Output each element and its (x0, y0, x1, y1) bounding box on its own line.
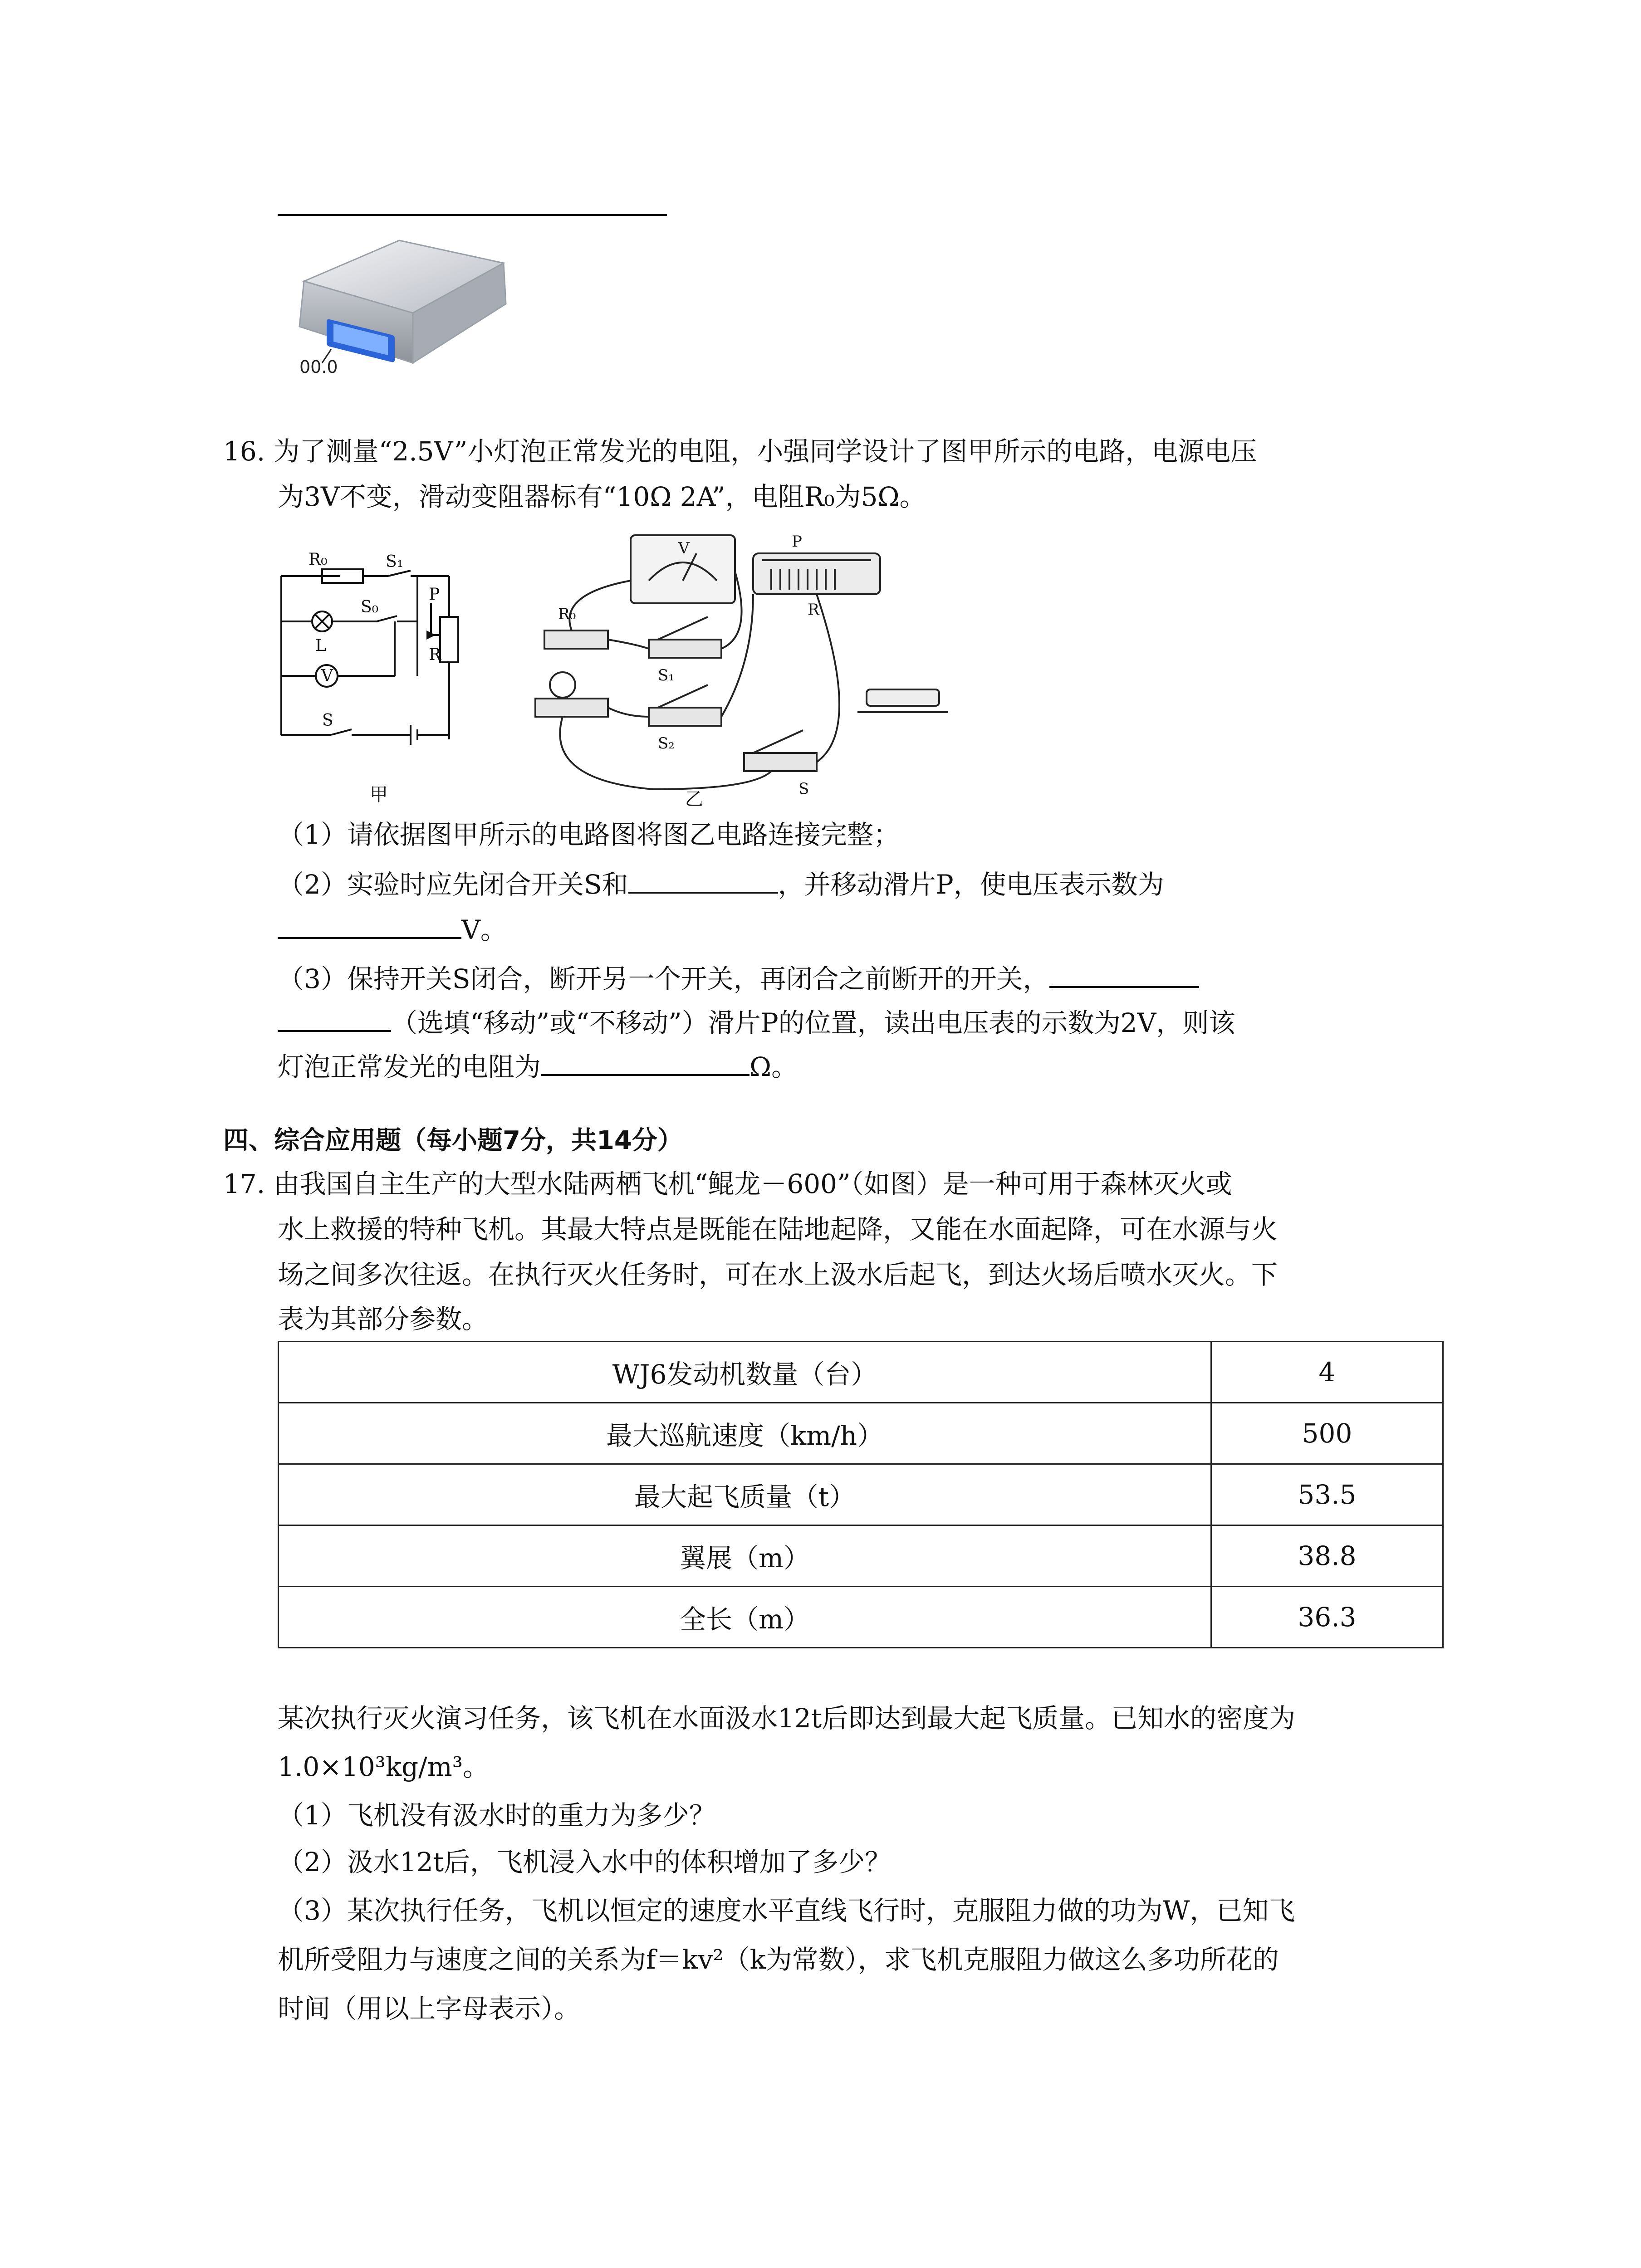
blank-3c[interactable] (541, 1049, 749, 1076)
q17-sub2: （2）汲水12t后，飞机浸入水中的体积增加了多少？ (278, 1847, 892, 1877)
q16-part3-line2 (278, 1005, 1235, 1041)
caption-yi: 乙 (685, 789, 703, 807)
label-s1-jia: S₁ (386, 552, 404, 571)
label-s2-yi: S₂ (658, 734, 675, 753)
label-l-jia: L (315, 636, 326, 655)
q17-line2: 水上救援的特种飞机。其最大特点是既能在陆地起降，又能在水面起降，可在水源与火 (278, 1214, 1278, 1245)
label-s0-jia: S₀ (361, 598, 379, 616)
table-value: 4 (1211, 1342, 1443, 1403)
q16-part3 (278, 961, 1199, 997)
table-value: 36.3 (1211, 1587, 1443, 1648)
label-r0-yi: R₀ (558, 605, 576, 623)
blank-2a[interactable] (628, 866, 778, 894)
q16-part1: （1）请依据图甲所示的电路图将图乙电路连接完整； (278, 819, 900, 850)
q17-line4: 表为其部分参数。 (278, 1304, 489, 1334)
q16-part2-line2 (278, 912, 507, 948)
electronic-scale-image (277, 213, 513, 376)
table-value: 38.8 (1211, 1525, 1443, 1587)
label-r-yi: R (808, 601, 819, 619)
section-heading: 四、综合应用题（每小题7分，共14分） (223, 1126, 683, 1155)
q17-sub3-line3: 时间（用以上字母表示）。 (278, 1993, 581, 2024)
q17-after1: 某次执行灭火演习任务，该飞机在水面汲水12t后即达到最大起飞质量。已知水的密度为 (278, 1703, 1296, 1734)
caption-jia: 甲 (370, 784, 388, 803)
circuit-diagram-jia (272, 549, 508, 803)
table-key: 最大巡航速度（km/h） (279, 1403, 1211, 1464)
table-key: 翼展（m） (279, 1525, 1211, 1587)
q17-sub3-line2: 机所受阻力与速度之间的关系为f＝kv²（k为常数），求飞机克服阻力做这么多功所花的 (278, 1944, 1279, 1975)
table-value: 500 (1211, 1403, 1443, 1464)
label-s-jia: S (322, 711, 333, 730)
q17-after2: 1.0×10³kg/m³。 (278, 1751, 489, 1782)
q17-sub1: （1）飞机没有汲水时的重力为多少？ (278, 1800, 715, 1831)
scale-display-label: 00.0 (299, 357, 338, 376)
table-row (279, 1525, 1443, 1587)
blank-3a[interactable] (1049, 961, 1199, 988)
table-key: 最大起飞质量（t） (279, 1464, 1211, 1525)
table-key: 全长（m） (279, 1587, 1211, 1648)
table-row (279, 1464, 1443, 1525)
label-r-jia: R (429, 645, 441, 664)
q16-part3-line3 (278, 1049, 798, 1085)
table-row (279, 1587, 1443, 1648)
label-s-yi: S (798, 780, 809, 798)
q16-line1: 16. 为了测量“2.5V”小灯泡正常发光的电阻，小强同学设计了图甲所示的电路，电源电压 (223, 436, 1257, 467)
blank-2b[interactable] (278, 912, 461, 939)
q16-part2 (278, 866, 1164, 903)
q16-part2-a: （2）实验时应先闭合开关S和 (278, 869, 628, 900)
table-key: WJ6发动机数量（台） (279, 1342, 1211, 1403)
label-r0-jia: R₀ (309, 550, 328, 569)
q16-part2-c: V。 (461, 914, 507, 945)
q16-part2-b: ，并移动滑片P，使电压表示数为 (778, 869, 1164, 900)
table-row (279, 1403, 1443, 1464)
label-v-yi: V (678, 539, 690, 557)
blank-3b[interactable] (278, 1005, 391, 1032)
q16-part3-c: 灯泡正常发光的电阻为 (278, 1051, 541, 1082)
q17-line1: 17. 由我国自主生产的大型水陆两栖飞机“鲲龙－600”（如图）是一种可用于森林灭火或 (223, 1168, 1232, 1199)
table-row (279, 1342, 1443, 1403)
q17-line3: 场之间多次往返。在执行灭火任务时，可在水上汲水后起飞，到达火场后喷水灭火。下 (278, 1259, 1278, 1290)
q16-part3-d: Ω。 (749, 1051, 798, 1082)
q16-part3-b: （选填“移动”或“不移动”）滑片P的位置，读出电压表的示数为2V，则该 (391, 1007, 1235, 1038)
label-p-jia: P (429, 585, 440, 604)
label-s1-yi: S₁ (658, 666, 675, 684)
physical-circuit-yi (517, 526, 953, 807)
q16-part3-a: （3）保持开关S闭合，断开另一个开关，再闭合之前断开的开关， (278, 963, 1049, 994)
parameter-table (278, 1341, 1444, 1648)
label-v-jia: V (321, 667, 333, 685)
q17-sub3-line1: （3）某次执行任务，飞机以恒定的速度水平直线飞行时，克服阻力做的功为W，已知飞 (278, 1895, 1295, 1926)
table-value: 53.5 (1211, 1464, 1443, 1525)
q16-line2: 为3V不变，滑动变阻器标有“10Ω 2A”，电阻R₀为5Ω。 (278, 481, 926, 512)
label-p-yi: P (792, 533, 802, 551)
